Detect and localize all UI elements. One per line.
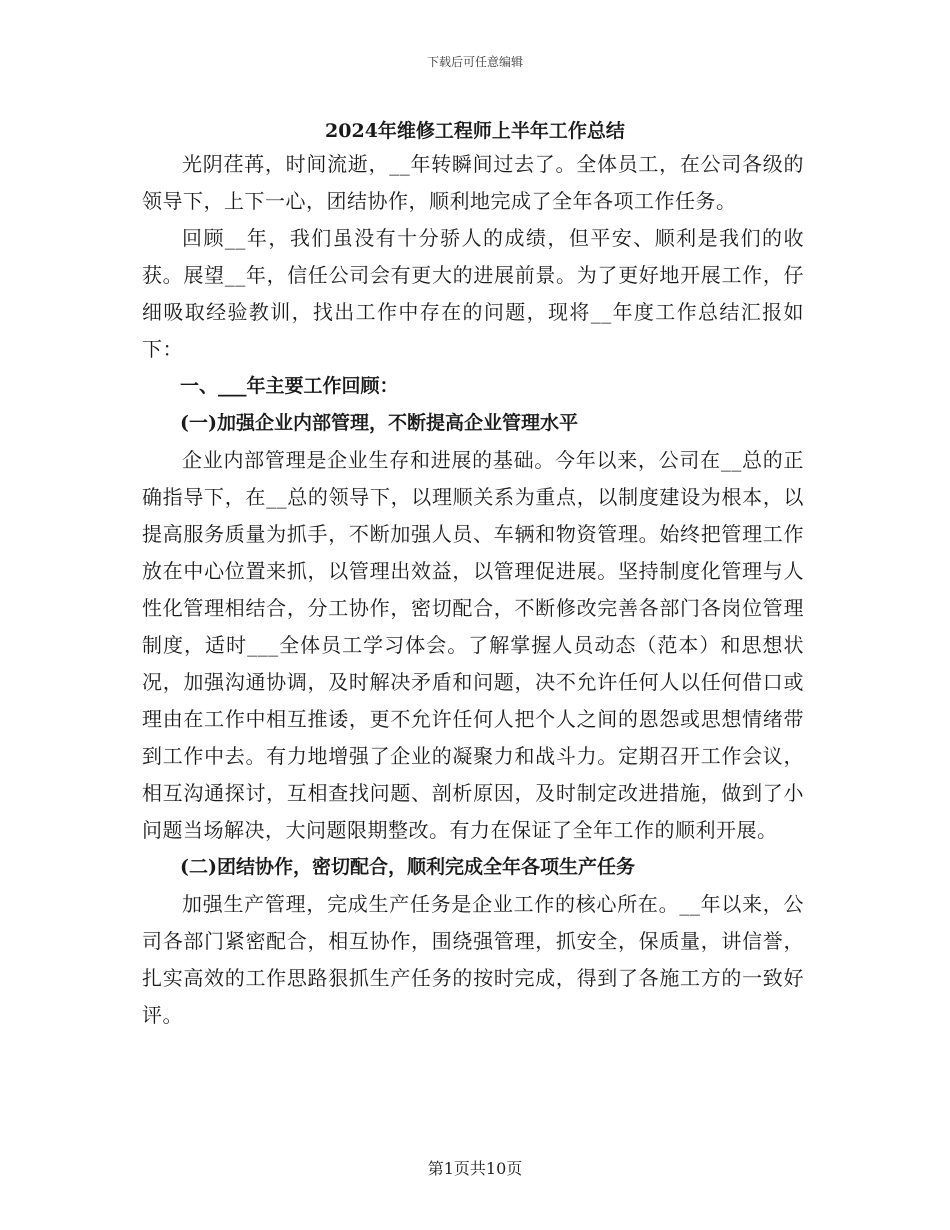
download-note: 下载后可任意编辑 <box>426 55 523 69</box>
paragraph-production: 加强生产管理，完成生产任务是企业工作的核心所在。__年以来，公司各部门紧密配合，相互协作，围绕强管理，抓安全，保质量，讲信誉，扎实高效的工作思路狠抓生产任务的按时完成，得到了各施工方的一致好评。 <box>142 892 804 1027</box>
paragraph-intro: 光阴荏苒，时间流逝，__年转瞬间过去了。全体员工，在公司各级的领导下，上下一心，团结协作，顺利地完成了全年各项工作任务。 <box>142 152 804 213</box>
document-body <box>142 146 804 1034</box>
page-number: 第1页共10页 <box>427 1159 523 1178</box>
subsection-heading-2: (二)团结协作，密切配合，顺利完成全年各项生产任务 <box>180 856 635 878</box>
section-heading-1: 一、___年主要工作回顾： <box>180 375 399 397</box>
paragraph-management: 企业内部管理是企业生存和进展的基础。今年以来，公司在__总的正确指导下，在__总的领导下，以理顺关系为重点，以制度建设为根本，以提高服务质量为抓手，不断加强人员、车辆和物资管理。始终把管理工作放在中心位置来抓，以管理出效益，以管理促进展。坚持制度化管理与人性化管理相结合，分工协作，密切配合，不断修改完善各部门各岗位管理制度，适时___全体员工学习体会。了解掌握人员动态（范本）和思想状况，加强沟通协调，及时解决矛盾和问题，决不允许任何人以任何借口或理由在工作中相互推诿，更不允许任何人把个人之间的恩怨或思想情绪带到工作中去。有力地增强了企业的凝聚力和战斗力。定期召开工作会议，相互沟通探讨，互相查找问题、剖析原因，及时制定改进措施，做到了小问题当场解决，大问题限期整改。有力在保证了全年工作的顺利开展。 <box>142 448 804 842</box>
paragraph-review: 回顾__年，我们虽没有十分骄人的成绩，但平安、顺利是我们的收获。展望__年，信任公司会有更大的进展前景。为了更好地开展工作，仔细吸取经验教训，找出工作中存在的问题，现将__年度工作总结汇报如下： <box>142 226 804 361</box>
subsection-heading-1: (一)加强企业内部管理，不断提高企业管理水平 <box>180 412 578 434</box>
document-title: 2024年维修工程师上半年工作总结 <box>325 120 625 142</box>
